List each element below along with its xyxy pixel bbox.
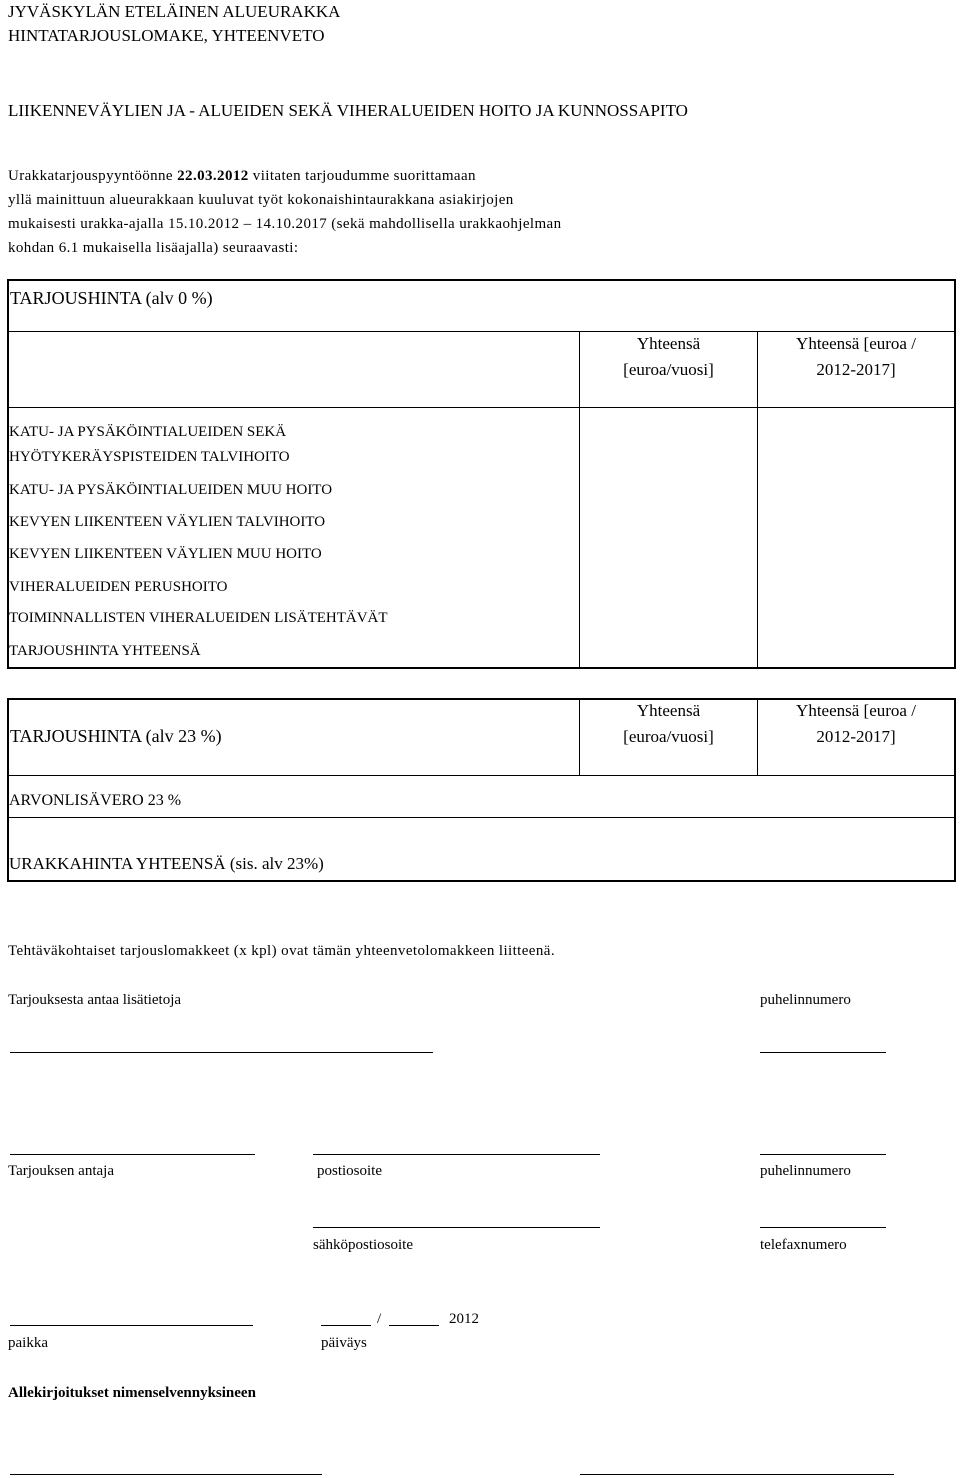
table1-row-label: HYÖTYKERÄYSPISTEIDEN TALVIHOITO [9, 449, 290, 465]
date-month-field[interactable] [389, 1325, 439, 1326]
table2-col-total-header-line2: 2012-2017] [816, 727, 896, 746]
email-field[interactable] [313, 1227, 600, 1228]
tenderer-phone-field[interactable] [760, 1154, 886, 1155]
date-year: 2012 [449, 1311, 479, 1327]
intro-line-4: kohdan 6.1 mukaisella lisäajalla) seuraavasti: [8, 240, 299, 256]
attachments-note: Tehtäväkohtaiset tarjouslomakkeet (x kpl) ovat tämän yhteenvetolomakkeen liitteenä. [8, 943, 555, 959]
table1-row-label: KEVYEN LIIKENTEEN VÄYLIEN TALVIHOITO [9, 514, 326, 530]
table1-col-total-header-line1: Yhteensä [euroa / [796, 334, 916, 353]
table2-col-yearly-header [580, 698, 757, 750]
place-label: paikka [8, 1335, 48, 1351]
intro-line-3: mukaisesti urakka-ajalla 15.10.2012 – 14.10.2017 (sekä mahdollisella urakkaohjelman [8, 216, 562, 232]
document-subtitle: HINTATARJOUSLOMAKE, YHTEENVETO [8, 26, 325, 45]
contact-name-field[interactable] [10, 1052, 433, 1053]
table1-row-label: KATU- JA PYSÄKÖINTIALUEIDEN MUU HOITO [9, 482, 333, 498]
request-date: 22.03.2012 [177, 168, 249, 184]
intro-line-1-post: viitaten tarjoudumme suorittamaan [248, 168, 476, 184]
signature-field-2[interactable] [580, 1474, 894, 1475]
table2-col-yearly-header-line2: [euroa/vuosi] [623, 727, 714, 746]
fax-label: telefaxnumero [760, 1237, 847, 1253]
table1-total-label: TARJOUSHINTA YHTEENSÄ [9, 643, 201, 659]
table1-row-label: KEVYEN LIIKENTEEN VÄYLIEN MUU HOITO [9, 546, 322, 562]
vat-row-label: ARVONLISÄVERO 23 % [9, 792, 182, 809]
date-separator: / [377, 1311, 382, 1327]
phone-label: puhelinnumero [760, 992, 851, 1008]
tenderer-field[interactable] [10, 1154, 255, 1155]
table1-col-yearly-header [580, 331, 757, 383]
tenderer-label: Tarjouksen antaja [8, 1163, 114, 1179]
intro-line-2: yllä mainittuun alueurakkaan kuuluvat työt kokonaishintaurakkana asiakirjojen [8, 192, 514, 208]
table1-col-yearly-header-line2: [euroa/vuosi] [623, 360, 714, 379]
table1-row-label: KATU- JA PYSÄKÖINTIALUEIDEN SEKÄ [9, 424, 287, 440]
table2-col-yearly-header-line1: Yhteensä [636, 701, 701, 720]
tenderer-phone-label: puhelinnumero [760, 1163, 851, 1179]
table1-col-total-header [758, 331, 954, 383]
contact-phone-field[interactable] [760, 1052, 886, 1053]
table2-title: TARJOUSHINTA (alv 23 %) [10, 726, 222, 746]
postal-address-label: postiosoite [317, 1163, 383, 1179]
signatures-label: Allekirjoitukset nimenselvennyksineen [8, 1385, 256, 1401]
table2-col-total-header [758, 698, 954, 750]
intro-line-1 [8, 168, 476, 185]
date-label: päiväys [321, 1335, 367, 1351]
table1-col-total-header-line2: 2012-2017] [816, 360, 896, 379]
table1-title: TARJOUSHINTA (alv 0 %) [10, 288, 213, 308]
signature-field-1[interactable] [10, 1474, 322, 1475]
table2-col-total-header-line1: Yhteensä [euroa / [796, 701, 916, 720]
document-scope: LIIKENNEVÄYLIEN JA - ALUEIDEN SEKÄ VIHERALUEIDEN HOITO JA KUNNOSSAPITO [8, 101, 688, 120]
intro-line-1-pre: Urakkatarjouspyyntöönne [8, 168, 178, 184]
postal-address-field[interactable] [313, 1154, 600, 1155]
date-day-field[interactable] [321, 1325, 371, 1326]
email-label: sähköpostiosoite [313, 1237, 413, 1253]
table1-row-label: VIHERALUEIDEN PERUSHOITO [9, 579, 228, 595]
contact-info-label: Tarjouksesta antaa lisätietoja [8, 992, 182, 1008]
place-field[interactable] [10, 1325, 253, 1326]
table1-row-label: TOIMINNALLISTEN VIHERALUEIDEN LISÄTEHTÄVÄT [9, 610, 388, 626]
document-title: JYVÄSKYLÄN ETELÄINEN ALUEURAKKA [8, 2, 341, 21]
contract-total-label: URAKKAHINTA YHTEENSÄ (sis. alv 23%) [9, 854, 324, 873]
table1-col-yearly-header-line1: Yhteensä [636, 334, 701, 353]
fax-field[interactable] [760, 1227, 886, 1228]
